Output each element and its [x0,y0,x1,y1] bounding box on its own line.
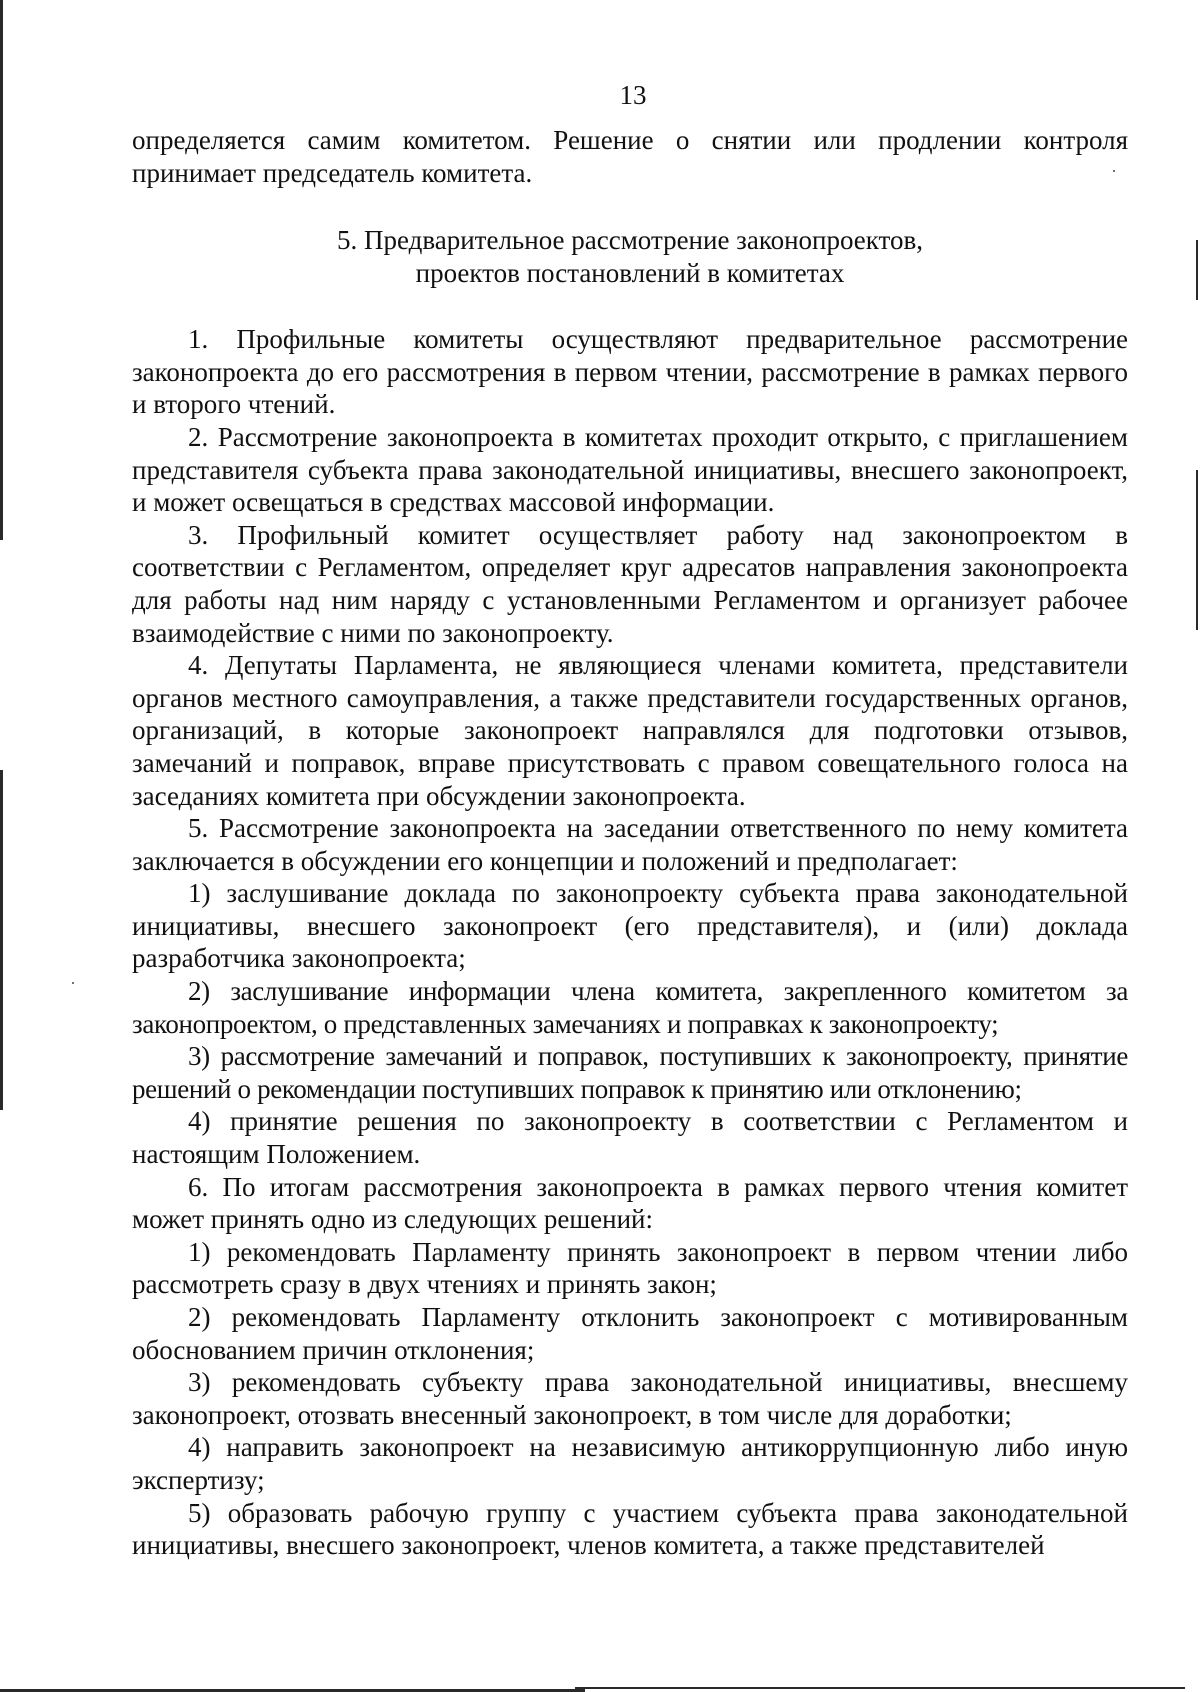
scan-speck [72,982,74,984]
paragraph-5: 5. Рассмотрение законопроекта на заседании ответственного по нему комитета заключается в обсуждении его концепции и положений и предполагает: [132,813,1128,876]
section-title-line-2: проектов постановлений в комитетах [415,258,845,289]
paragraph-4: 4. Депутаты Парламента, не являющиеся членами комитета, представители органов местного самоуправления, а также представители государственных органов, организаций, в которые законопроект направлялся для подготовки отзывов, замечаний и поправок, вправе присутствовать с правом совещательного голоса на заседаниях комитета при обсуждении законопроекта. [132,650,1128,811]
document-body [132,124,1128,1562]
scan-edge-left-lower [0,770,3,1110]
scan-edge-bottom-right [575,1687,1185,1689]
section-heading [132,224,1128,290]
paragraph-1: 1. Профильные комитеты осуществляют предварительное рассмотрение законопроекта до его рассмотрения в первом чтении, рассмотрение в рамках первого и второго чтений. [132,324,1128,420]
continuation-paragraph: определяется самим комитетом. Решение о снятии или продлении контроля принимает председатель комитета. [132,125,1128,188]
page-number: 13 [619,80,647,110]
paragraph-3: 3. Профильный комитет осуществляет работу над законопроектом в соответствии с Регламентом, определяет круг адресатов направления законопроекта для работы над ним наряду с установленными Регламентом и организует рабочее взаимодействие с ними по законопроекту. [132,519,1128,648]
list-item-5-3: 3) рассмотрение замечаний и поправок, поступивших к законопроекту, принятие решений о рекомендации поступивших поправок к принятию или отклонению; [132,1041,1128,1104]
paragraph-6: 6. По итогам рассмотрения законопроекта в рамках первого чтения комитет может принять одно из следующих решений: [132,1171,1128,1235]
scan-edge-right [1196,240,1198,300]
list-item-5-4: 4) принятие решения по законопроекту в соответствии с Регламентом и настоящим Положением. [132,1106,1128,1170]
paragraph-2: 2. Рассмотрение законопроекта в комитетах проходит открыто, с приглашением представителя субъекта права законодательной инициативы, внесшего законопроект, и может освещаться в средствах массовой информации. [132,421,1128,518]
scan-edge-right-lower [1196,470,1198,630]
list-item-6-2: 2) рекомендовать Парламенту отклонить законопроект с мотивированным обоснованием причин отклонения; [132,1302,1128,1365]
list-item-6-1: 1) рекомендовать Парламенту принять законопроект в первом чтении либо рассмотреть сразу в двух чтениях и принять закон; [132,1236,1128,1300]
list-item-6-4: 4) направить законопроект на независимую антикоррупционную либо иную экспертизу; [132,1432,1128,1495]
list-item-6-5: 5) образовать рабочую группу с участием субъекта права законодательной инициативы, внесшего законопроект, членов комитета, а также представителей [132,1497,1128,1561]
section-title-line-1: 5. Предварительное рассмотрение законопроектов, [336,225,923,256]
list-item-5-2: 2) заслушивание информации члена комитета, закрепленного комитетом за законопроектом, о представленных замечаниях и поправках к законопроекту; [132,976,1128,1039]
list-item-5-1: 1) заслушивание доклада по законопроекту субъекта права законодательной инициативы, внесшего законопроект (его представителя), и (или) доклада разработчика законопроекта; [132,878,1128,974]
list-item-6-3: 3) рекомендовать субъекту права законодательной инициативы, внесшему законопроект, отозвать внесенный законопроект, в том числе для доработки; [132,1367,1128,1430]
